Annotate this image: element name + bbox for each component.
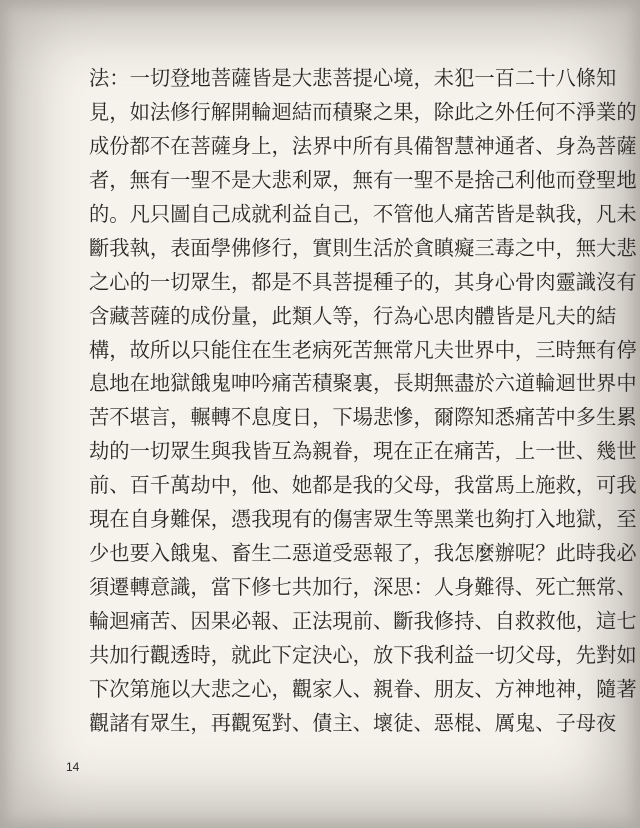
text-line: 的。凡只圖自己成就利益自己，不管他人痛苦皆是執我，凡未 bbox=[89, 201, 637, 226]
text-line: 含藏菩薩的成份量，此類人等，行為心思肉體皆是凡夫的結 bbox=[89, 303, 617, 328]
text-line: 觀諸有眾生，再觀冤對、債主、壞徒、惡棍、厲鬼、子母夜 bbox=[89, 710, 617, 735]
text-line: 成份都不在菩薩身上，法界中所有具備智慧神通者、身為菩薩 bbox=[89, 133, 637, 158]
text-line: 輪迴痛苦、因果必報、正法現前、斷我修持、自救救他，這七 bbox=[89, 609, 637, 633]
text-line: 現在自身難保，憑我現有的傷害眾生等黑業也夠打入地獄，至 bbox=[89, 507, 637, 532]
body-text bbox=[89, 62, 637, 741]
text-line: 少也要入餓鬼、畜生二惡道受惡報了，我怎麼辦呢？此時我必 bbox=[89, 541, 637, 566]
text-line: 須遷轉意識，當下修七共加行，深思：人身難得、死亡無常、 bbox=[89, 575, 637, 600]
text-line: 前、百千萬劫中，他、她都是我的父母，我當馬上施救，可我 bbox=[89, 473, 637, 498]
text-line: 者，無有一聖不是大悲利眾，無有一聖不是捨己利他而登聖地 bbox=[89, 167, 637, 192]
text-line: 息地在地獄餓鬼呻吟痛苦積聚裏，長期無盡於六道輪迴世界中 bbox=[89, 371, 637, 396]
text-line: 苦不堪言，輾轉不息度日，下場悲慘，爾際知悉痛苦中多生累 bbox=[89, 405, 637, 430]
text-line: 見，如法修行解開輪迴結而積聚之果，除此之外任何不淨業的 bbox=[89, 99, 637, 124]
text-line: 斷我執，表面學佛修行，實則生活於貪瞋癡三毒之中，無大悲 bbox=[89, 235, 637, 260]
text-line: 下次第施以大悲之心，觀家人、親眷、朋友、方神地神，隨著 bbox=[89, 676, 637, 701]
text-line: 法：一切登地菩薩皆是大悲菩提心境，未犯一百二十八條知 bbox=[89, 66, 617, 90]
text-line: 構，故所以只能住在生老病死苦無常凡夫世界中，三時無有停 bbox=[89, 337, 637, 362]
text-line: 共加行觀透時，就此下定決心，放下我利益一切父母，先對如 bbox=[89, 642, 637, 667]
page-number: 14 bbox=[66, 760, 80, 774]
text-line: 劫的一切眾生與我皆互為親眷，現在正在痛苦，上一世、幾世 bbox=[89, 439, 637, 464]
text-line: 之心的一切眾生，都是不具菩提種子的，其身心骨肉靈識沒有 bbox=[89, 269, 637, 294]
